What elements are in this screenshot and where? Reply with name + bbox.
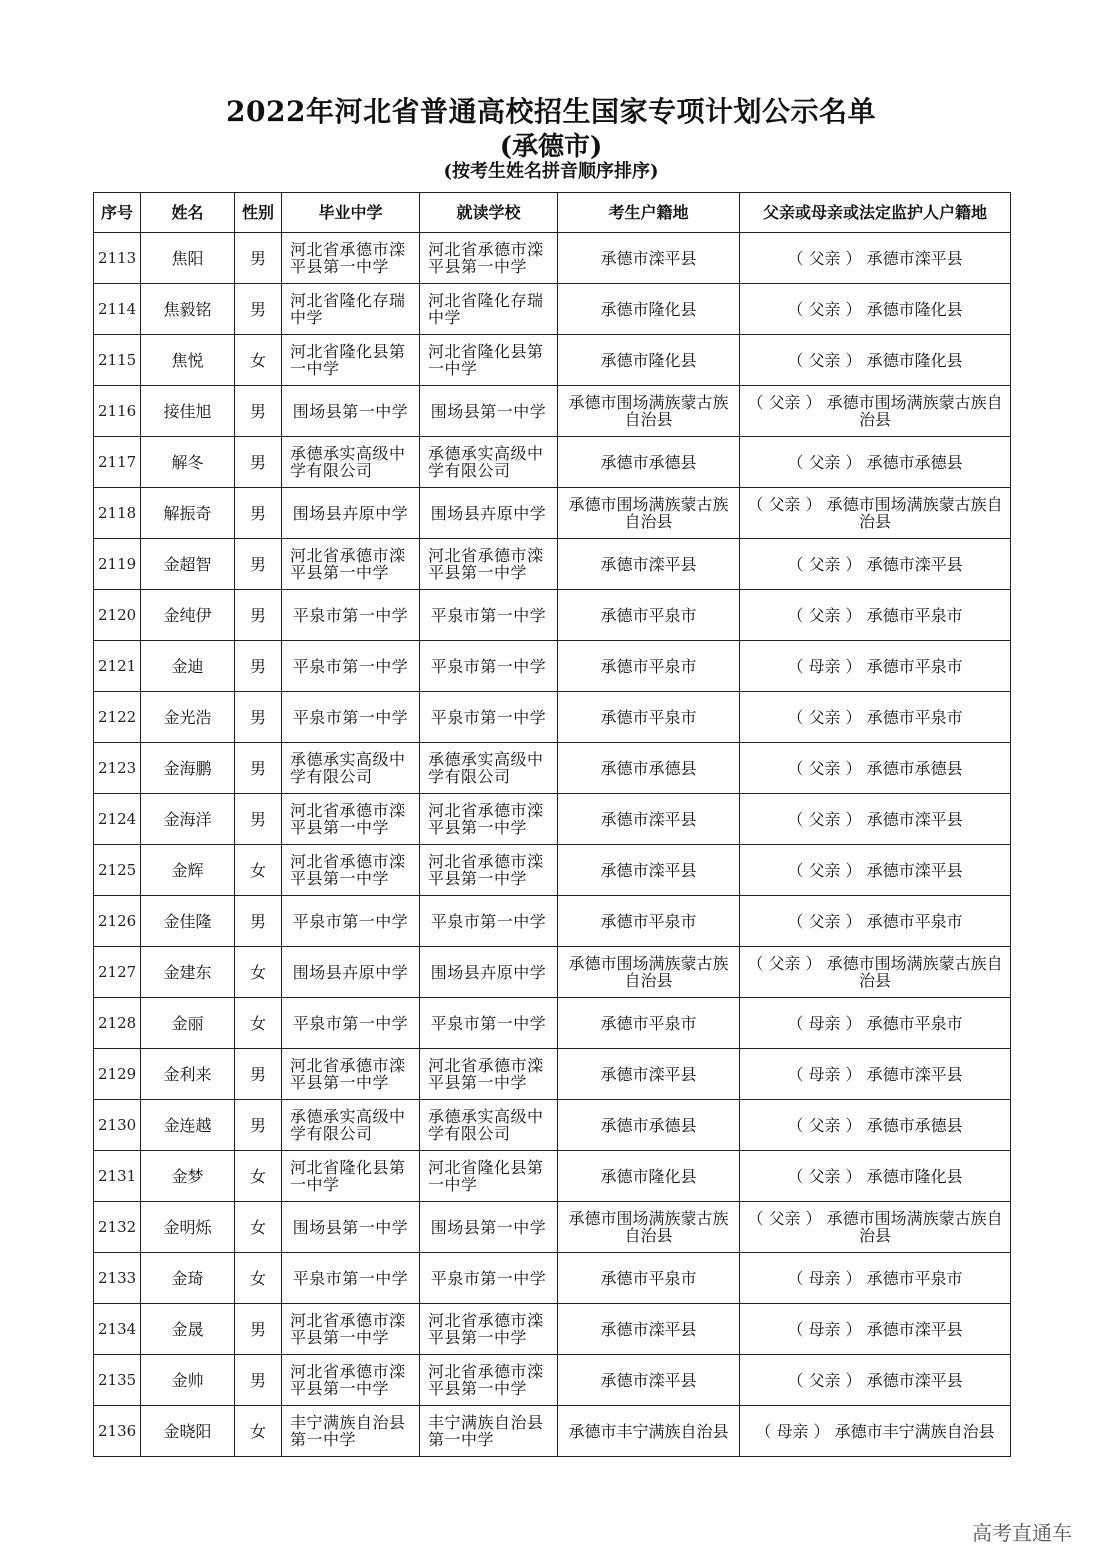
cell-guardian-hukou: （ 父亲 ） 承德市平泉市 xyxy=(740,896,1011,947)
cell-gender: 男 xyxy=(235,437,282,488)
cell-seq: 2121 xyxy=(94,641,141,692)
cell-current-school: 围场县第一中学 xyxy=(420,1202,558,1253)
cell-current-school: 平泉市第一中学 xyxy=(420,998,558,1049)
cell-grad-school: 平泉市第一中学 xyxy=(282,590,420,641)
table-row xyxy=(94,539,1011,590)
cell-seq: 2129 xyxy=(94,1049,141,1100)
cell-current-school: 承德承实高级中学有限公司 xyxy=(420,743,558,794)
cell-seq: 2120 xyxy=(94,590,141,641)
cell-name: 金帅 xyxy=(141,1355,235,1406)
table-row xyxy=(94,488,1011,539)
cell-hukou: 承德市平泉市 xyxy=(558,1253,740,1304)
cell-gender: 男 xyxy=(235,233,282,284)
cell-gender: 男 xyxy=(235,539,282,590)
cell-guardian-hukou: （ 母亲 ） 承德市平泉市 xyxy=(740,998,1011,1049)
cell-seq: 2132 xyxy=(94,1202,141,1253)
cell-gender: 男 xyxy=(235,641,282,692)
cell-name: 金梦 xyxy=(141,1151,235,1202)
cell-name: 焦阳 xyxy=(141,233,235,284)
cell-guardian-hukou: （ 父亲 ） 承德市围场满族蒙古族自治县 xyxy=(740,386,1011,437)
cell-name: 金海洋 xyxy=(141,794,235,845)
cell-hukou: 承德市滦平县 xyxy=(558,794,740,845)
cell-gender: 男 xyxy=(235,1049,282,1100)
cell-grad-school: 丰宁满族自治县第一中学 xyxy=(282,1406,420,1457)
cell-grad-school: 平泉市第一中学 xyxy=(282,692,420,743)
cell-current-school: 承德承实高级中学有限公司 xyxy=(420,1100,558,1151)
cell-current-school: 平泉市第一中学 xyxy=(420,1253,558,1304)
cell-guardian-hukou: （ 父亲 ） 承德市滦平县 xyxy=(740,233,1011,284)
cell-hukou: 承德市隆化县 xyxy=(558,284,740,335)
cell-grad-school: 河北省隆化县第一中学 xyxy=(282,1151,420,1202)
cell-current-school: 河北省承德市滦平县第一中学 xyxy=(420,1049,558,1100)
cell-guardian-hukou: （ 母亲 ） 承德市丰宁满族自治县 xyxy=(740,1406,1011,1457)
cell-seq: 2134 xyxy=(94,1304,141,1355)
cell-hukou: 承德市平泉市 xyxy=(558,590,740,641)
table-row xyxy=(94,1304,1011,1355)
cell-grad-school: 河北省承德市滦平县第一中学 xyxy=(282,1304,420,1355)
cell-current-school: 河北省承德市滦平县第一中学 xyxy=(420,845,558,896)
cell-name: 金光浩 xyxy=(141,692,235,743)
cell-name: 金海鹏 xyxy=(141,743,235,794)
cell-seq: 2128 xyxy=(94,998,141,1049)
cell-gender: 男 xyxy=(235,1100,282,1151)
cell-grad-school: 围场县卉原中学 xyxy=(282,947,420,998)
table-row xyxy=(94,794,1011,845)
table-row xyxy=(94,284,1011,335)
cell-name: 金超智 xyxy=(141,539,235,590)
cell-name: 接佳旭 xyxy=(141,386,235,437)
cell-grad-school: 承德承实高级中学有限公司 xyxy=(282,743,420,794)
cell-gender: 女 xyxy=(235,947,282,998)
cell-gender: 女 xyxy=(235,335,282,386)
cell-grad-school: 平泉市第一中学 xyxy=(282,896,420,947)
cell-guardian-hukou: （ 父亲 ） 承德市围场满族蒙古族自治县 xyxy=(740,488,1011,539)
cell-current-school: 河北省承德市滦平县第一中学 xyxy=(420,1304,558,1355)
cell-gender: 男 xyxy=(235,1355,282,1406)
cell-current-school: 丰宁满族自治县第一中学 xyxy=(420,1406,558,1457)
cell-hukou: 承德市隆化县 xyxy=(558,335,740,386)
cell-gender: 男 xyxy=(235,794,282,845)
cell-guardian-hukou: （ 父亲 ） 承德市承德县 xyxy=(740,1100,1011,1151)
cell-gender: 男 xyxy=(235,1304,282,1355)
cell-name: 金丽 xyxy=(141,998,235,1049)
candidate-table xyxy=(93,192,1011,1457)
cell-guardian-hukou: （ 母亲 ） 承德市平泉市 xyxy=(740,641,1011,692)
cell-grad-school: 河北省隆化县第一中学 xyxy=(282,335,420,386)
cell-hukou: 承德市平泉市 xyxy=(558,896,740,947)
table-row xyxy=(94,590,1011,641)
cell-name: 解冬 xyxy=(141,437,235,488)
cell-grad-school: 河北省承德市滦平县第一中学 xyxy=(282,845,420,896)
table-row xyxy=(94,1253,1011,1304)
cell-name: 金建东 xyxy=(141,947,235,998)
cell-hukou: 承德市滦平县 xyxy=(558,845,740,896)
col-header-grad-school: 毕业中学 xyxy=(282,193,420,233)
cell-gender: 男 xyxy=(235,743,282,794)
cell-seq: 2116 xyxy=(94,386,141,437)
cell-hukou: 承德市承德县 xyxy=(558,1100,740,1151)
cell-guardian-hukou: （ 母亲 ） 承德市滦平县 xyxy=(740,1049,1011,1100)
cell-current-school: 平泉市第一中学 xyxy=(420,641,558,692)
cell-grad-school: 承德承实高级中学有限公司 xyxy=(282,1100,420,1151)
table-row xyxy=(94,998,1011,1049)
cell-hukou: 承德市滦平县 xyxy=(558,233,740,284)
cell-name: 金连越 xyxy=(141,1100,235,1151)
cell-hukou: 承德市平泉市 xyxy=(558,641,740,692)
cell-guardian-hukou: （ 父亲 ） 承德市滦平县 xyxy=(740,539,1011,590)
cell-hukou: 承德市围场满族蒙古族自治县 xyxy=(558,947,740,998)
cell-gender: 男 xyxy=(235,896,282,947)
cell-name: 金琦 xyxy=(141,1253,235,1304)
table-row xyxy=(94,743,1011,794)
cell-gender: 女 xyxy=(235,1202,282,1253)
cell-grad-school: 围场县卉原中学 xyxy=(282,488,420,539)
cell-hukou: 承德市滦平县 xyxy=(558,1304,740,1355)
cell-seq: 2130 xyxy=(94,1100,141,1151)
page-title: 2022年河北省普通高校招生国家专项计划公示名单 xyxy=(226,95,876,128)
cell-seq: 2126 xyxy=(94,896,141,947)
col-header-hukou: 考生户籍地 xyxy=(558,193,740,233)
cell-guardian-hukou: （ 父亲 ） 承德市滦平县 xyxy=(740,1355,1011,1406)
cell-current-school: 围场县卉原中学 xyxy=(420,488,558,539)
cell-grad-school: 承德承实高级中学有限公司 xyxy=(282,437,420,488)
cell-hukou: 承德市丰宁满族自治县 xyxy=(558,1406,740,1457)
cell-seq: 2117 xyxy=(94,437,141,488)
cell-current-school: 平泉市第一中学 xyxy=(420,692,558,743)
table-row xyxy=(94,1151,1011,1202)
cell-seq: 2123 xyxy=(94,743,141,794)
cell-current-school: 河北省承德市滦平县第一中学 xyxy=(420,794,558,845)
cell-grad-school: 河北省隆化存瑞中学 xyxy=(282,284,420,335)
table-row xyxy=(94,1100,1011,1151)
cell-seq: 2131 xyxy=(94,1151,141,1202)
cell-grad-school: 河北省承德市滦平县第一中学 xyxy=(282,233,420,284)
cell-grad-school: 河北省承德市滦平县第一中学 xyxy=(282,1355,420,1406)
col-header-name: 姓名 xyxy=(141,193,235,233)
table-row xyxy=(94,1202,1011,1253)
cell-guardian-hukou: （ 母亲 ） 承德市平泉市 xyxy=(740,1253,1011,1304)
cell-name: 金佳隆 xyxy=(141,896,235,947)
cell-name: 焦毅铭 xyxy=(141,284,235,335)
cell-seq: 2127 xyxy=(94,947,141,998)
cell-guardian-hukou: （ 父亲 ） 承德市承德县 xyxy=(740,437,1011,488)
cell-guardian-hukou: （ 父亲 ） 承德市滦平县 xyxy=(740,794,1011,845)
cell-name: 金晓阳 xyxy=(141,1406,235,1457)
cell-hukou: 承德市平泉市 xyxy=(558,692,740,743)
cell-guardian-hukou: （ 父亲 ） 承德市围场满族蒙古族自治县 xyxy=(740,947,1011,998)
table-row xyxy=(94,845,1011,896)
cell-current-school: 承德承实高级中学有限公司 xyxy=(420,437,558,488)
cell-grad-school: 围场县第一中学 xyxy=(282,1202,420,1253)
col-header-gender: 性别 xyxy=(235,193,282,233)
cell-name: 解振奇 xyxy=(141,488,235,539)
cell-guardian-hukou: （ 父亲 ） 承德市平泉市 xyxy=(740,590,1011,641)
table-row xyxy=(94,641,1011,692)
cell-gender: 男 xyxy=(235,386,282,437)
cell-gender: 男 xyxy=(235,488,282,539)
cell-current-school: 河北省隆化存瑞中学 xyxy=(420,284,558,335)
cell-seq: 2122 xyxy=(94,692,141,743)
cell-name: 金利来 xyxy=(141,1049,235,1100)
table-header-row xyxy=(94,193,1011,233)
cell-name: 金辉 xyxy=(141,845,235,896)
cell-guardian-hukou: （ 母亲 ） 承德市滦平县 xyxy=(740,1304,1011,1355)
cell-name: 金晟 xyxy=(141,1304,235,1355)
cell-seq: 2118 xyxy=(94,488,141,539)
cell-grad-school: 围场县第一中学 xyxy=(282,386,420,437)
cell-name: 金纯伊 xyxy=(141,590,235,641)
cell-guardian-hukou: （ 父亲 ） 承德市滦平县 xyxy=(740,845,1011,896)
cell-grad-school: 平泉市第一中学 xyxy=(282,641,420,692)
cell-hukou: 承德市滦平县 xyxy=(558,539,740,590)
table-row xyxy=(94,335,1011,386)
cell-current-school: 河北省承德市滦平县第一中学 xyxy=(420,1355,558,1406)
table-row xyxy=(94,386,1011,437)
cell-hukou: 承德市围场满族蒙古族自治县 xyxy=(558,488,740,539)
cell-name: 焦悦 xyxy=(141,335,235,386)
col-header-guardian-hukou: 父亲或母亲或法定监护人户籍地 xyxy=(740,193,1011,233)
table-row xyxy=(94,1355,1011,1406)
cell-grad-school: 平泉市第一中学 xyxy=(282,1253,420,1304)
table-row xyxy=(94,233,1011,284)
cell-seq: 2119 xyxy=(94,539,141,590)
cell-hukou: 承德市承德县 xyxy=(558,437,740,488)
cell-seq: 2135 xyxy=(94,1355,141,1406)
cell-gender: 女 xyxy=(235,845,282,896)
cell-grad-school: 河北省承德市滦平县第一中学 xyxy=(282,1049,420,1100)
sort-note: (按考生姓名拼音顺序排序) xyxy=(443,161,659,182)
cell-current-school: 平泉市第一中学 xyxy=(420,590,558,641)
cell-hukou: 承德市隆化县 xyxy=(558,1151,740,1202)
table-row xyxy=(94,692,1011,743)
col-header-seq: 序号 xyxy=(94,193,141,233)
cell-current-school: 平泉市第一中学 xyxy=(420,896,558,947)
cell-grad-school: 河北省承德市滦平县第一中学 xyxy=(282,539,420,590)
cell-grad-school: 平泉市第一中学 xyxy=(282,998,420,1049)
cell-grad-school: 河北省承德市滦平县第一中学 xyxy=(282,794,420,845)
cell-guardian-hukou: （ 父亲 ） 承德市承德县 xyxy=(740,743,1011,794)
cell-gender: 女 xyxy=(235,1406,282,1457)
col-header-current-school: 就读学校 xyxy=(420,193,558,233)
cell-hukou: 承德市承德县 xyxy=(558,743,740,794)
cell-current-school: 河北省隆化县第一中学 xyxy=(420,1151,558,1202)
cell-guardian-hukou: （ 父亲 ） 承德市平泉市 xyxy=(740,692,1011,743)
cell-current-school: 围场县第一中学 xyxy=(420,386,558,437)
cell-seq: 2125 xyxy=(94,845,141,896)
cell-guardian-hukou: （ 父亲 ） 承德市隆化县 xyxy=(740,284,1011,335)
cell-gender: 女 xyxy=(235,998,282,1049)
cell-hukou: 承德市围场满族蒙古族自治县 xyxy=(558,1202,740,1253)
cell-guardian-hukou: （ 父亲 ） 承德市隆化县 xyxy=(740,335,1011,386)
cell-gender: 女 xyxy=(235,1151,282,1202)
cell-gender: 男 xyxy=(235,692,282,743)
table-row xyxy=(94,896,1011,947)
cell-seq: 2133 xyxy=(94,1253,141,1304)
table-row xyxy=(94,1049,1011,1100)
cell-current-school: 河北省隆化县第一中学 xyxy=(420,335,558,386)
cell-seq: 2115 xyxy=(94,335,141,386)
cell-current-school: 河北省承德市滦平县第一中学 xyxy=(420,539,558,590)
cell-name: 金明烁 xyxy=(141,1202,235,1253)
cell-name: 金迪 xyxy=(141,641,235,692)
cell-seq: 2113 xyxy=(94,233,141,284)
table-row xyxy=(94,1406,1011,1457)
cell-seq: 2124 xyxy=(94,794,141,845)
cell-current-school: 河北省承德市滦平县第一中学 xyxy=(420,233,558,284)
cell-hukou: 承德市围场满族蒙古族自治县 xyxy=(558,386,740,437)
cell-hukou: 承德市平泉市 xyxy=(558,998,740,1049)
cell-gender: 女 xyxy=(235,1253,282,1304)
cell-current-school: 围场县卉原中学 xyxy=(420,947,558,998)
cell-seq: 2114 xyxy=(94,284,141,335)
cell-seq: 2136 xyxy=(94,1406,141,1457)
page-subtitle: (承德市) xyxy=(499,132,603,162)
cell-guardian-hukou: （ 父亲 ） 承德市围场满族蒙古族自治县 xyxy=(740,1202,1011,1253)
table-row xyxy=(94,947,1011,998)
cell-guardian-hukou: （ 父亲 ） 承德市隆化县 xyxy=(740,1151,1011,1202)
cell-gender: 男 xyxy=(235,284,282,335)
cell-hukou: 承德市滦平县 xyxy=(558,1355,740,1406)
watermark: 高考直通车 xyxy=(972,1521,1072,1545)
cell-gender: 男 xyxy=(235,590,282,641)
cell-hukou: 承德市滦平县 xyxy=(558,1049,740,1100)
table-row xyxy=(94,437,1011,488)
